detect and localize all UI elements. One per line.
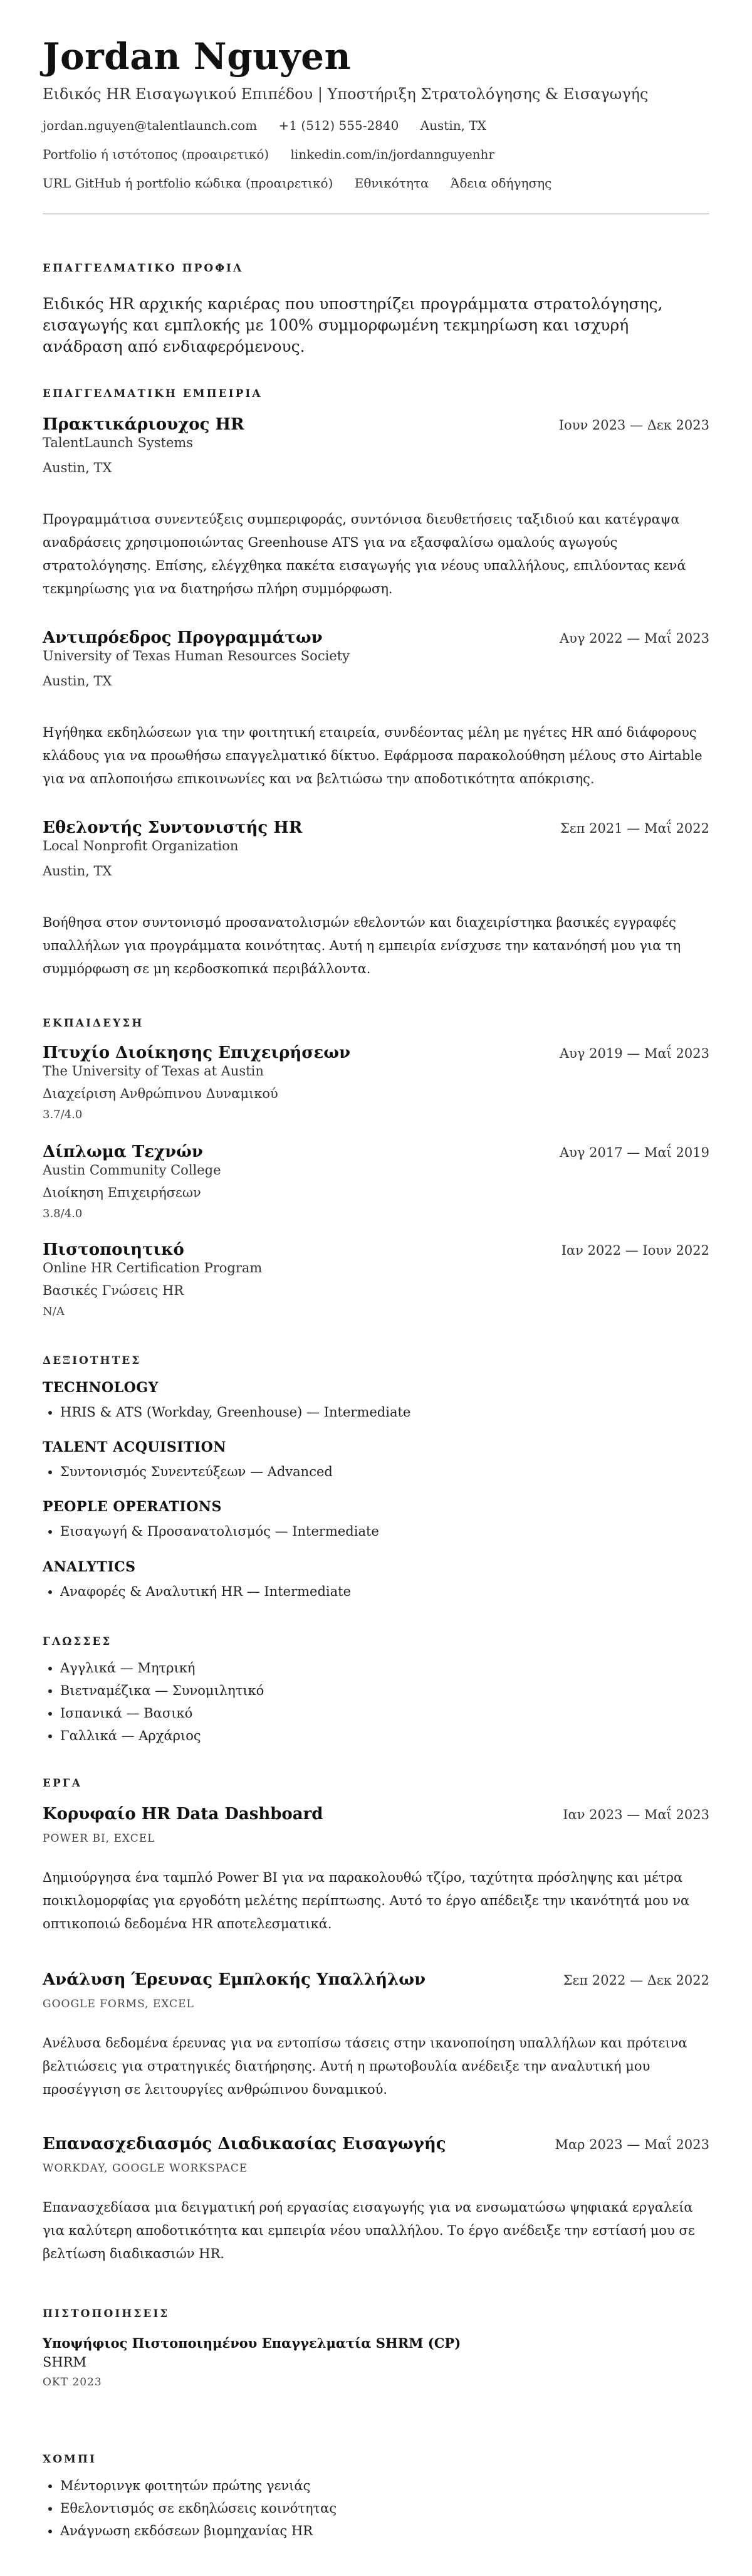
job-title: Εθελοντής Συντονιστής HR <box>43 818 303 837</box>
job-dates: Σεπ 2021 — Μαΐ 2022 <box>560 821 709 836</box>
education-dates: Αυγ 2017 — Μαΐ 2019 <box>560 1145 709 1160</box>
language-item: • Ισπανικά — Βασικό <box>60 1702 709 1724</box>
project-entry <box>43 1805 709 1936</box>
job-title: Αντιπρόεδρος Προγραμμάτων <box>43 628 323 647</box>
skill-category: TECHNOLOGY <box>43 1380 159 1396</box>
project-name: Ανάλυση Έρευνας Εμπλοκής Υπαλλήλων <box>43 1970 426 1989</box>
hobbies-heading: ΧΟΜΠΙ <box>43 2453 97 2466</box>
job-description: Ηγήθηκα εκδηλώσεων για την φοιτητική εταιρεία, συνδέοντας μέλη με ηγέτες HR από διάφορους κλάδους για να προωθήσω επαγγελματικό δίκτυο. Εφάρμοσα παρακολούθηση μέλους στο Airtable για να απλοποιήσω επικοινωνίες και να βελτιώσω την αποδοτικότητα απόκρισης. <box>43 725 702 786</box>
resume-page <box>43 0 709 2538</box>
project-dates: Σεπ 2022 — Δεκ 2022 <box>563 1973 709 1988</box>
company-name: TalentLaunch Systems <box>43 435 194 450</box>
linkedin-link[interactable]: linkedin.com/in/jordannguyenhr <box>290 147 494 162</box>
github-link[interactable]: URL GitHub ή portfolio κώδικα (προαιρετικό) <box>43 176 333 191</box>
project-entry <box>43 2135 709 2266</box>
summary-text: Ειδικός HR αρχικής καριέρας που υποστηρίζει προγράμματα στρατολόγησης, εισαγωγής και εμπλοκής με 100% συμμορφωμένη τεκμηρίωση και ισχυρή ανάδραση από ενδιαφερόμενους. <box>43 295 663 356</box>
job-location: Austin, TX <box>43 863 112 879</box>
experience-entry <box>43 415 709 601</box>
project-tech: POWER BI, EXCEL <box>43 1832 155 1845</box>
language-item: • Γαλλικά — Αρχάριος <box>60 1724 709 1747</box>
school-name: The University of Texas at Austin <box>43 1064 264 1079</box>
degree-title: Πτυχίο Διοίκησης Επιχειρήσεων <box>43 1043 351 1062</box>
skill-item: • Αναφορές & Αναλυτική HR — Intermediate <box>60 1580 709 1603</box>
education-entry <box>43 1043 709 1122</box>
project-name: Επανασχεδιασμός Διαδικασίας Εισαγωγής <box>43 2135 446 2153</box>
field-of-study: Διοίκηση Επιχειρήσεων <box>43 1185 201 1200</box>
hobbies-list <box>43 2474 709 2542</box>
certification-name: Υποψήφιος Πιστοποιημένου Επαγγελματία SHRM (CP) <box>43 2335 461 2351</box>
company-name: Local Nonprofit Organization <box>43 838 239 853</box>
portfolio-link[interactable]: Portfolio ή ιστότοπος (προαιρετικό) <box>43 147 269 162</box>
job-dates: Αυγ 2022 — Μαΐ 2023 <box>560 631 709 646</box>
skills-heading: ΔΕΞΙΟΤΗΤΕΣ <box>43 1354 142 1367</box>
job-description: Βοήθησα στον συντονισμό προσανατολισμών εθελοντών και διαχειρίστηκα βασικές εγγραφές υπαλλήλων για προγράμματα κοινότητας. Αυτή η εμπειρία ενίσχυσε την κατανόησή μου για τη συμμόρφωση σε μη κερδοσκοπικά περιβάλλοντα. <box>43 915 681 976</box>
skill-group <box>43 1559 709 1603</box>
hobby-item: • Εθελοντισμός σε εκδηλώσεις κοινότητας <box>60 2497 709 2520</box>
experience-heading: ΕΠΑΓΓΕΛΜΑΤΙΚΗ ΕΜΠΕΙΡΙΑ <box>43 388 263 400</box>
header-divider <box>43 213 709 214</box>
skill-category: TALENT ACQUISITION <box>43 1439 226 1455</box>
skill-item: • Εισαγωγή & Προσανατολισμός — Intermediate <box>60 1520 709 1543</box>
field-of-study: Διαχείριση Ανθρώπινου Δυναμικού <box>43 1086 278 1101</box>
skill-category: ANALYTICS <box>43 1559 136 1575</box>
education-entry <box>43 1240 709 1319</box>
education-dates: Αυγ 2019 — Μαΐ 2023 <box>560 1046 709 1061</box>
project-dates: Ιαν 2023 — Μαΐ 2023 <box>563 1807 709 1822</box>
skill-group <box>43 1380 709 1423</box>
email-link[interactable]: jordan.nguyen@talentlaunch.com <box>43 118 258 133</box>
projects-heading: ΕΡΓΑ <box>43 1777 82 1790</box>
degree-title: Πιστοποιητικό <box>43 1240 184 1259</box>
job-description: Προγραμμάτισα συνεντεύξεις συμπεριφοράς, συντόνισα διευθετήσεις ταξιδιού και κατέγραψα αναδράσεις χρησιμοποιώντας Greenhouse ATS για να εξασφαλίσω ομαλούς αγωγούς στρατολόγησης. Επίσης, ελέγχθηκα πακέτα εισαγωγής για νέους υπαλλήλους, επιλύοντας κενά τεκμηρίωσης για να διατηρήσω πλήρη συμμόρφωση. <box>43 512 686 596</box>
education-dates: Ιαν 2022 — Ιουν 2022 <box>561 1243 709 1258</box>
experience-entry <box>43 628 709 791</box>
project-tech: GOOGLE FORMS, EXCEL <box>43 1998 194 2010</box>
project-name: Κορυφαίο HR Data Dashboard <box>43 1805 323 1824</box>
links-row <box>43 145 709 163</box>
experience-entry <box>43 818 709 981</box>
project-description: Επανασχεδίασα μια δειγματική ροή εργασίας εισαγωγής για να ενσωματώσω ψηφιακά εργαλεία για καλύτερη αποδοτικότητα και εμπειρία νέου υπαλλήλου. Το έργο ανέδειξε την εστίασή μου σε βελτίωση διαδικασιών HR. <box>43 2200 695 2261</box>
project-description: Ανέλυσα δεδομένα έρευνας για να εντοπίσω τάσεις στην ικανοποίηση υπαλλήλων και πρότεινα βελτιώσεις για στρατηγικές διατήρησης. Αυτή η πρωτοβουλία ανέδειξε την αναλυτική μου προσέγγιση σε λειτουργίες ανθρώπινου δυναμικού. <box>43 2035 687 2097</box>
work-permit: Άδεια οδήγησης <box>450 176 552 191</box>
gpa: N/A <box>43 1305 65 1318</box>
skill-item: • HRIS & ATS (Workday, Greenhouse) — Intermediate <box>60 1401 709 1423</box>
phone-number: +1 (512) 555-2840 <box>278 118 399 133</box>
project-tech: WORKDAY, GOOGLE WORKSPACE <box>43 2162 248 2175</box>
languages-list <box>43 1657 709 1747</box>
skill-category: PEOPLE OPERATIONS <box>43 1499 222 1515</box>
project-dates: Μαρ 2023 — Μαΐ 2023 <box>555 2137 709 2152</box>
field-of-study: Βασικές Γνώσεις HR <box>43 1283 184 1298</box>
job-location: Austin, TX <box>43 673 112 689</box>
company-name: University of Texas Human Resources Society <box>43 648 350 663</box>
summary-heading: ΕΠΑΓΓΕΛΜΑΤΙΚΟ ΠΡΟΦΙΛ <box>43 262 244 275</box>
extra-row <box>43 174 709 192</box>
skill-group <box>43 1439 709 1483</box>
degree-title: Δίπλωμα Τεχνών <box>43 1143 203 1161</box>
languages-heading: ΓΛΩΣΣΕΣ <box>43 1635 112 1648</box>
job-title: Πρακτικάριουχος HR <box>43 415 244 434</box>
school-name: Online HR Certification Program <box>43 1260 263 1275</box>
language-item: • Αγγλικά — Μητρική <box>60 1657 709 1679</box>
project-description: Δημιούργησα ένα ταμπλό Power BI για να παρακολουθώ τζίρο, ταχύτητα πρόσληψης και μέτρα ποικιλομορφίας για εργοδότη μελέτης περίπτωσης. Αυτό το έργο απέδειξε την ικανότητά μου να οπτικοποιώ δεδομένα HR αποτελεσματικά. <box>43 1870 690 1931</box>
certifications-heading: ΠΙΣΤΟΠΟΙΗΣΕΙΣ <box>43 2308 170 2320</box>
headline: Ειδικός HR Εισαγωγικού Επιπέδου | Υποστήριξη Στρατολόγησης & Εισαγωγής <box>43 85 649 103</box>
skill-item: • Συντονισμός Συνεντεύξεων — Advanced <box>60 1460 709 1483</box>
gpa: 3.8/4.0 <box>43 1207 83 1220</box>
certification-issuer: SHRM <box>43 2355 87 2370</box>
hobby-item: • Μέντορινγκ φοιτητών πρώτης γενιάς <box>60 2474 709 2497</box>
nationality: Εθνικότητα <box>354 176 429 191</box>
hobby-item: • Ανάγνωση εκδόσεων βιομηχανίας HR <box>60 2520 709 2542</box>
certification-date: ΟΚΤ 2023 <box>43 2376 102 2389</box>
job-dates: Ιουν 2023 — Δεκ 2023 <box>558 418 709 433</box>
language-item: • Βιετναμέζικα — Συνομιλητικό <box>60 1679 709 1702</box>
candidate-name: Jordan Nguyen <box>43 35 352 78</box>
gpa: 3.7/4.0 <box>43 1108 83 1121</box>
education-heading: ΕΚΠΑΙΔΕΥΣΗ <box>43 1017 144 1030</box>
skill-group <box>43 1499 709 1543</box>
certification-entry <box>43 2335 709 2389</box>
education-entry <box>43 1143 709 1222</box>
school-name: Austin Community College <box>43 1163 221 1178</box>
project-entry <box>43 1970 709 2101</box>
location: Austin, TX <box>420 118 486 133</box>
job-location: Austin, TX <box>43 460 112 475</box>
contact-row <box>43 117 709 134</box>
